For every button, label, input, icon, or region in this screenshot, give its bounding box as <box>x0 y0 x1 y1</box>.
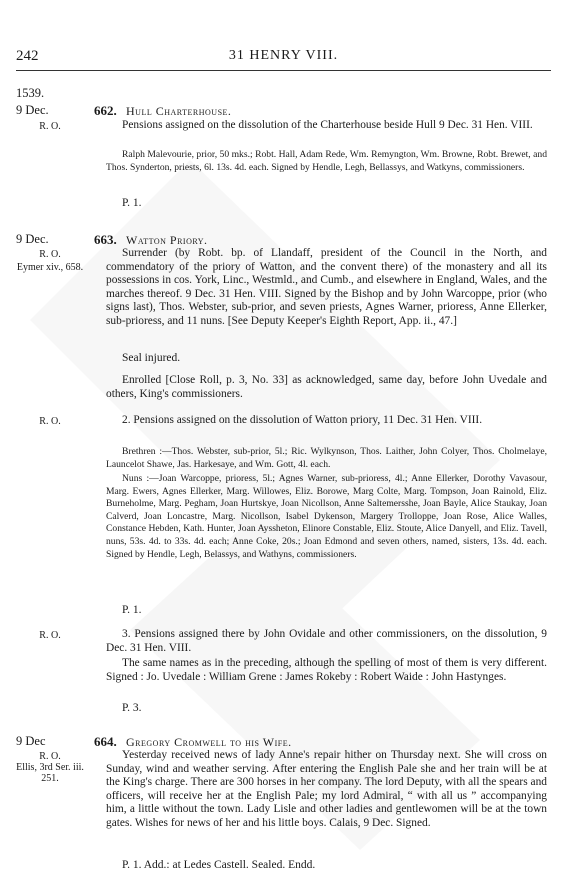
entry-date: 9 Dec <box>16 734 46 748</box>
entry-intro: Pensions assigned on the dissolution of the Charterhouse beside Hull 9 Dec. 31 Hen. VIII. <box>122 119 533 131</box>
entry-title: Gregory Cromwell to his Wife. <box>126 735 292 749</box>
source-ref-secondary: Eymer xiv., 658. <box>16 262 84 273</box>
entry-number: 662. <box>94 103 117 118</box>
entry-number: 664. <box>94 734 117 749</box>
entry-text: Surrender (by Robt. bp. of Llandaff, president of the Council in the North, and commendatory of the priory of Watton, and the convent there) of the monastery and all its possessions in cos. York, Linc., Westmld., and Cumb., and elsewhere in England, Wales, and the marches thereof. 9 Dec. 31 Hen. VIII. Signed by the Bishop and by John Warcoppe, prior (who signs last), Thos. Webster, sub-prior, and seven priests, Agnes Warner, prioress, Anne Ellerker, sub-prioress, and 11 nuns. [See Deputy Keeper's Eighth Report, App. ii., 47.] <box>106 247 547 327</box>
entry-title: Watton Priory. <box>126 233 208 247</box>
entry-detail: Ralph Malevourie, prior, 50 mks.; Robt. Hall, Adam Rede, Wm. Remyngton, Wm. Browne, Robt. Brewet, and Thos. Synderton, priests, 6l. 13s. 4d. each. Signed by Hendle, Legh, Bellassys, and Watkyns, commissioners. <box>106 149 547 173</box>
entry-date: 9 Dec. <box>16 232 49 246</box>
brethren-list: Brethren :—Thos. Webster, sub-prior, 5l.; Ric. Wylkynson, Thos. Laither, John Colyer, Thos. Cholmelaye, Launcelot Shawe, Jas. Harkesaye, and Wm. Gott, 4l. each. <box>106 446 547 470</box>
entry-title: Hull Charterhouse. <box>126 104 232 118</box>
enrolment-note: Enrolled [Close Roll, p. 3, No. 33] as acknowledged, same day, before John Uvedale and others, King's commissioners. <box>106 374 547 400</box>
source-ref: R. O. <box>39 416 61 427</box>
page-header <box>16 48 551 66</box>
source-ref: R. O. <box>39 121 61 132</box>
seal-note: Seal injured. <box>122 352 181 364</box>
entry-text: The same names as in the preceding, although the spelling of most of them is very different. Signed : Jo. Uvedale : William Grene : James Rokeby : Robert Waide : John Hastynges. <box>106 657 547 683</box>
page-count: P. 3. <box>122 702 142 714</box>
year-heading: 1539. <box>16 86 45 100</box>
source-ref: R. O. <box>39 751 61 762</box>
entry-number: 663. <box>94 232 117 247</box>
page-number: 242 <box>16 48 39 64</box>
header-rule <box>16 70 551 71</box>
page-count: P. 1. Add.: at Ledes Castell. Sealed. Endd. <box>122 859 316 871</box>
source-ref-secondary: Ellis, 3rd Ser. iii. 251. <box>16 762 84 784</box>
entry-date: 9 Dec. <box>16 103 49 117</box>
entry-intro: 2. Pensions assigned on the dissolution of Watton priory, 11 Dec. 31 Hen. VIII. <box>122 414 483 426</box>
nuns-list: Nuns :—Joan Warcoppe, prioress, 5l.; Agnes Warner, sub-prioress, 4l.; Anne Ellerker, Dorothy Vavasour, Marg. Ewers, Agnes Ellerker, Marg. Willowes, Eliz. Borowe, Marg Colte, Marg. Tompson, Joan Rainold, Eliz. Burneholme, Marg. Pegham, Joan Hurtskye, Joan Nicollson, Anne Saltemersshe, Joan Bayle, Alice Staukay, Joan Calverd, Joan Loncastre, Marg. Nicollson, Isabel Dykenson, Margery Trolloppe, Joan Rose, Alice Walles, Constance Hebden, Kath. Hunter, Joan Ayssheton, Elinore Constable, Eliz. Stoute, Alice Danyell, and Eliz. Tavell, nuns, 53s. 4d. to 33s. 4d. each; Anne Coke, 20s.; Joan Edmond and seven others, named, sisters, 13s. 4d. each. Signed by Hendle, Legh, Belassys, and Wathyns, commissioners. <box>106 473 547 560</box>
source-ref: R. O. <box>39 249 61 260</box>
entry-intro: 3. Pensions assigned there by John Ovidale and other commissioners, on the dissolution, 9 Dec. 31 Hen. VIII. <box>106 628 547 654</box>
entry-text: Yesterday received news of lady Anne's repair hither on Thursday next. She will cross on Sunday, wind and weather serving. After entering the English Pale she and her train will be at the King's charge. There are 300 horses in her company. The lord Deputy, with all the spears and officers, will receive her at the English Pale; my lord Admiral, “ with all us ” accompanying him, a little without the town. Lady Lisle and other ladies and gentlewomen will be at the town gates. Wishes for news of her and his little boys. Calais, 9 Dec. Signed. <box>106 749 547 829</box>
page-count: P. 1. <box>122 604 142 616</box>
source-ref: R. O. <box>39 630 61 641</box>
running-title: 31 HENRY VIII. <box>228 48 339 63</box>
page-count: P. 1. <box>122 197 142 209</box>
